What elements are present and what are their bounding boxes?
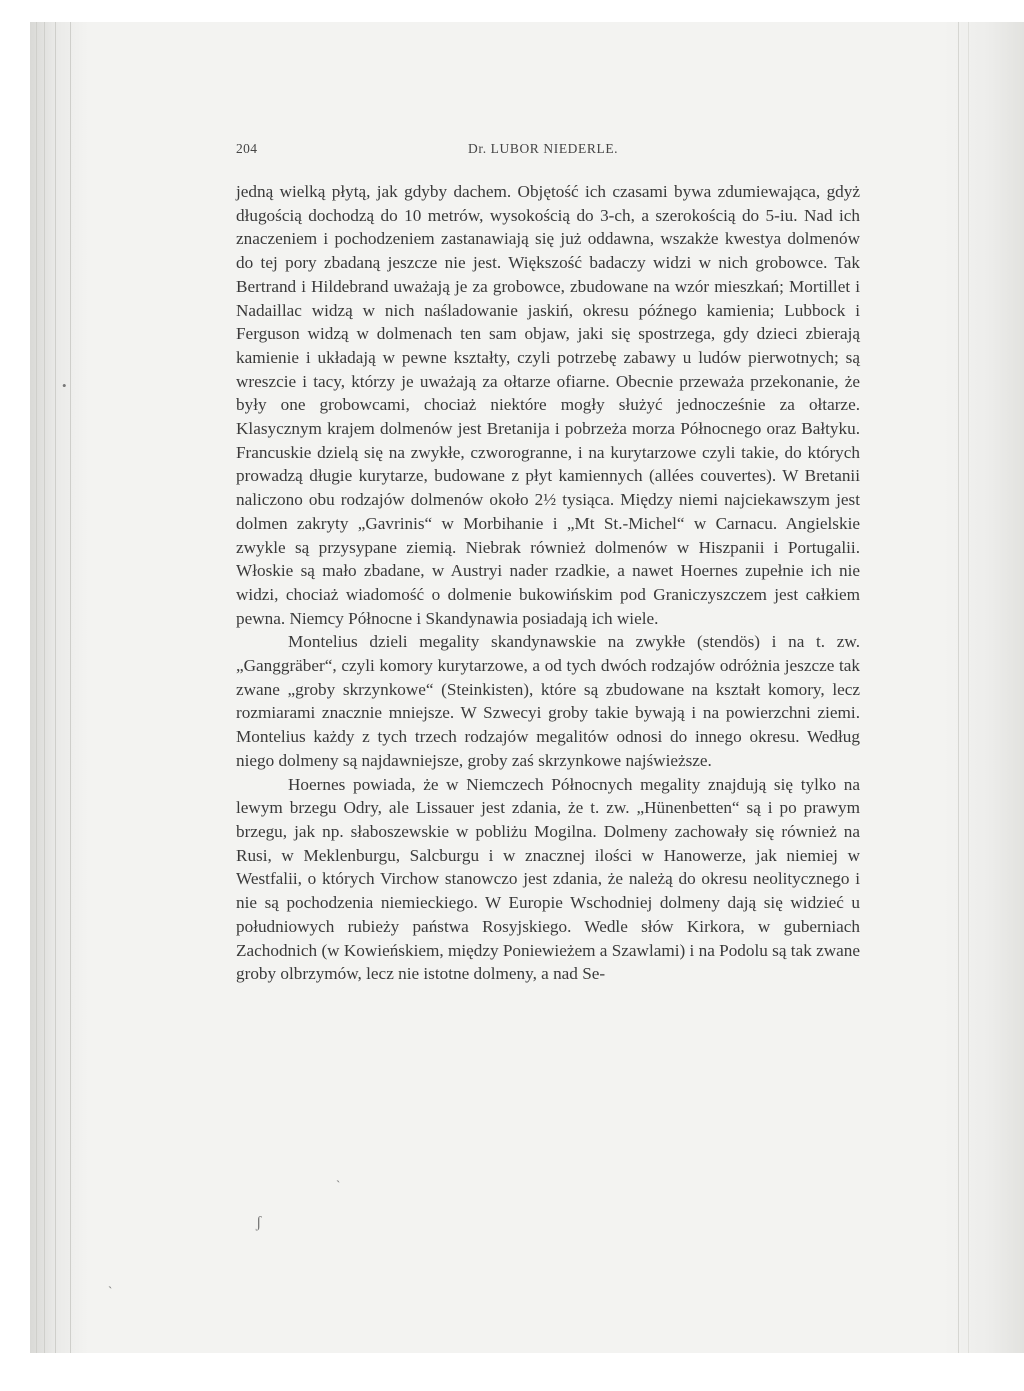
dust-speck: ʃ: [256, 1214, 262, 1231]
gutter-line: [70, 22, 71, 1353]
gutter-line: [44, 22, 45, 1353]
paragraph: jedną wielką płytą, jak gdyby dachem. Objętość ich czasami bywa zdumiewająca, gdyż długością dochodzą do 10 metrów, wysokością do 3-ch, a szerokością do 5-iu. Nad ich znaczeniem i pochodzeniem zastanawiają się już oddawna, wszakże kwestya dolmenów do tej pory zbadaną jeszcze nie jest. Większość badaczy widzi w nich grobowce. Tak Bertrand i Hildebrand uważają je za grobowce, zbudowane na wzór mieszkań; Mortillet i Nadaillac widzą w nich naśladowanie jaskiń, okresu późnego kamienia; Lubbock i Ferguson widzą w dolmenach ten sam objaw, jaki się spostrzega, gdy dzieci zbierają kamienie i układają w pewne kształty, czyli potrzebę zabawy u ludów pierwotnych; są wreszcie i tacy, którzy je uważają za ołtarze ofiarne. Obecnie przeważa przekonanie, że były one grobowcami, chociaż niektóre mogły służyć jednocześnie za ołtarze. Klasycznym krajem dolmenów jest Bretanija i pobrzeża morza Północnego oraz Bałtyku. Francuskie dzielą się na zwykłe, czworogranne, i na kurytarzowe czyli takie, do których prowadzą długie kurytarze, budowane z płyt kamiennych (allées couvertes). W Bretanii naliczono obu rodzajów dolmenów około 2½ tysiąca. Między niemi najciekawszym jest dolmen zakryty „Gavrinis“ w Morbihanie i „Mt St.-Michel“ w Carnacu. Angielskie zwykle są przysypane ziemią. Niebrak również dolmenów w Hiszpanii i Portugalii. Włoskie są mało zbadane, w Austryi nader rzadkie, a nawet Hoernes zupełnie ich nie widzi, chociaż wiadomość o dolmenie bukowińskim pod Graniczyszczem jest całkiem pewna. Niemcy Północne i Skandynawia posiadają ich wiele.: [236, 182, 860, 628]
dust-speck: ˏ: [336, 1168, 341, 1183]
dust-speck: •: [62, 378, 67, 393]
paragraph: Montelius dzieli megality skandynawskie na zwykłe (stendös) i na t. zw. „Ganggräber“, czyli komory kurytarzowe, a od tych dwóch rodzajów odróżnia jeszcze tak zwane „groby skrzynkowe“ (Steinkisten), które są zbudowane na kształt komory, lecz rozmiarami znacznie mniejsze. W Szwecyi groby takie bywają i na powierzchni ziemi. Montelius każdy z tych trzech rodzajów megalitów odnosi do innego okresu. Według niego dolmeny są najdawniejsze, groby zaś skrzynkowe najświeższe.: [236, 632, 860, 770]
page-header: [236, 141, 864, 161]
paragraph: Hoernes powiada, że w Niemczech Północnych megality znajdują się tylko na lewym brzegu Odry, ale Lissauer jest zdania, że t. zw. „Hünenbetten“ są i po prawym brzegu, jak np. słaboszewskie w pobliżu Mogilna. Dolmeny zachowały się również na Rusi, w Meklenburgu, Salcburgu i w znacznej ilości w Hanowerze, jak niemiej w Westfalii, o których Virchow stanowczo jest zdania, że należą do okresu neolitycznego i nie są pochodzenia niemieckiego. W Europie Wschodniej dolmeny dają się widzieć u południowych rubieży państwa Rosyjskiego. Wedle słów Kirkora, w guberniach Zachodnich (w Kowieńskiem, między Poniewieżem a Szawlami) i na Podolu są tak zwane groby olbrzymów, lecz nie istotne dolmeny, a nad Se-: [236, 774, 860, 984]
gutter-line: [36, 22, 37, 1353]
running-head: Dr. LUBOR NIEDERLE.: [468, 141, 619, 156]
page-number: 204: [236, 141, 258, 156]
gutter-shadow: [30, 22, 88, 1353]
right-page-edge: [944, 22, 1024, 1353]
dust-speck: ˏ: [108, 1274, 113, 1289]
body-text: [236, 180, 860, 986]
gutter-line: [55, 22, 56, 1353]
page-edge-line: [968, 22, 969, 1353]
page-edge-line: [958, 22, 959, 1353]
